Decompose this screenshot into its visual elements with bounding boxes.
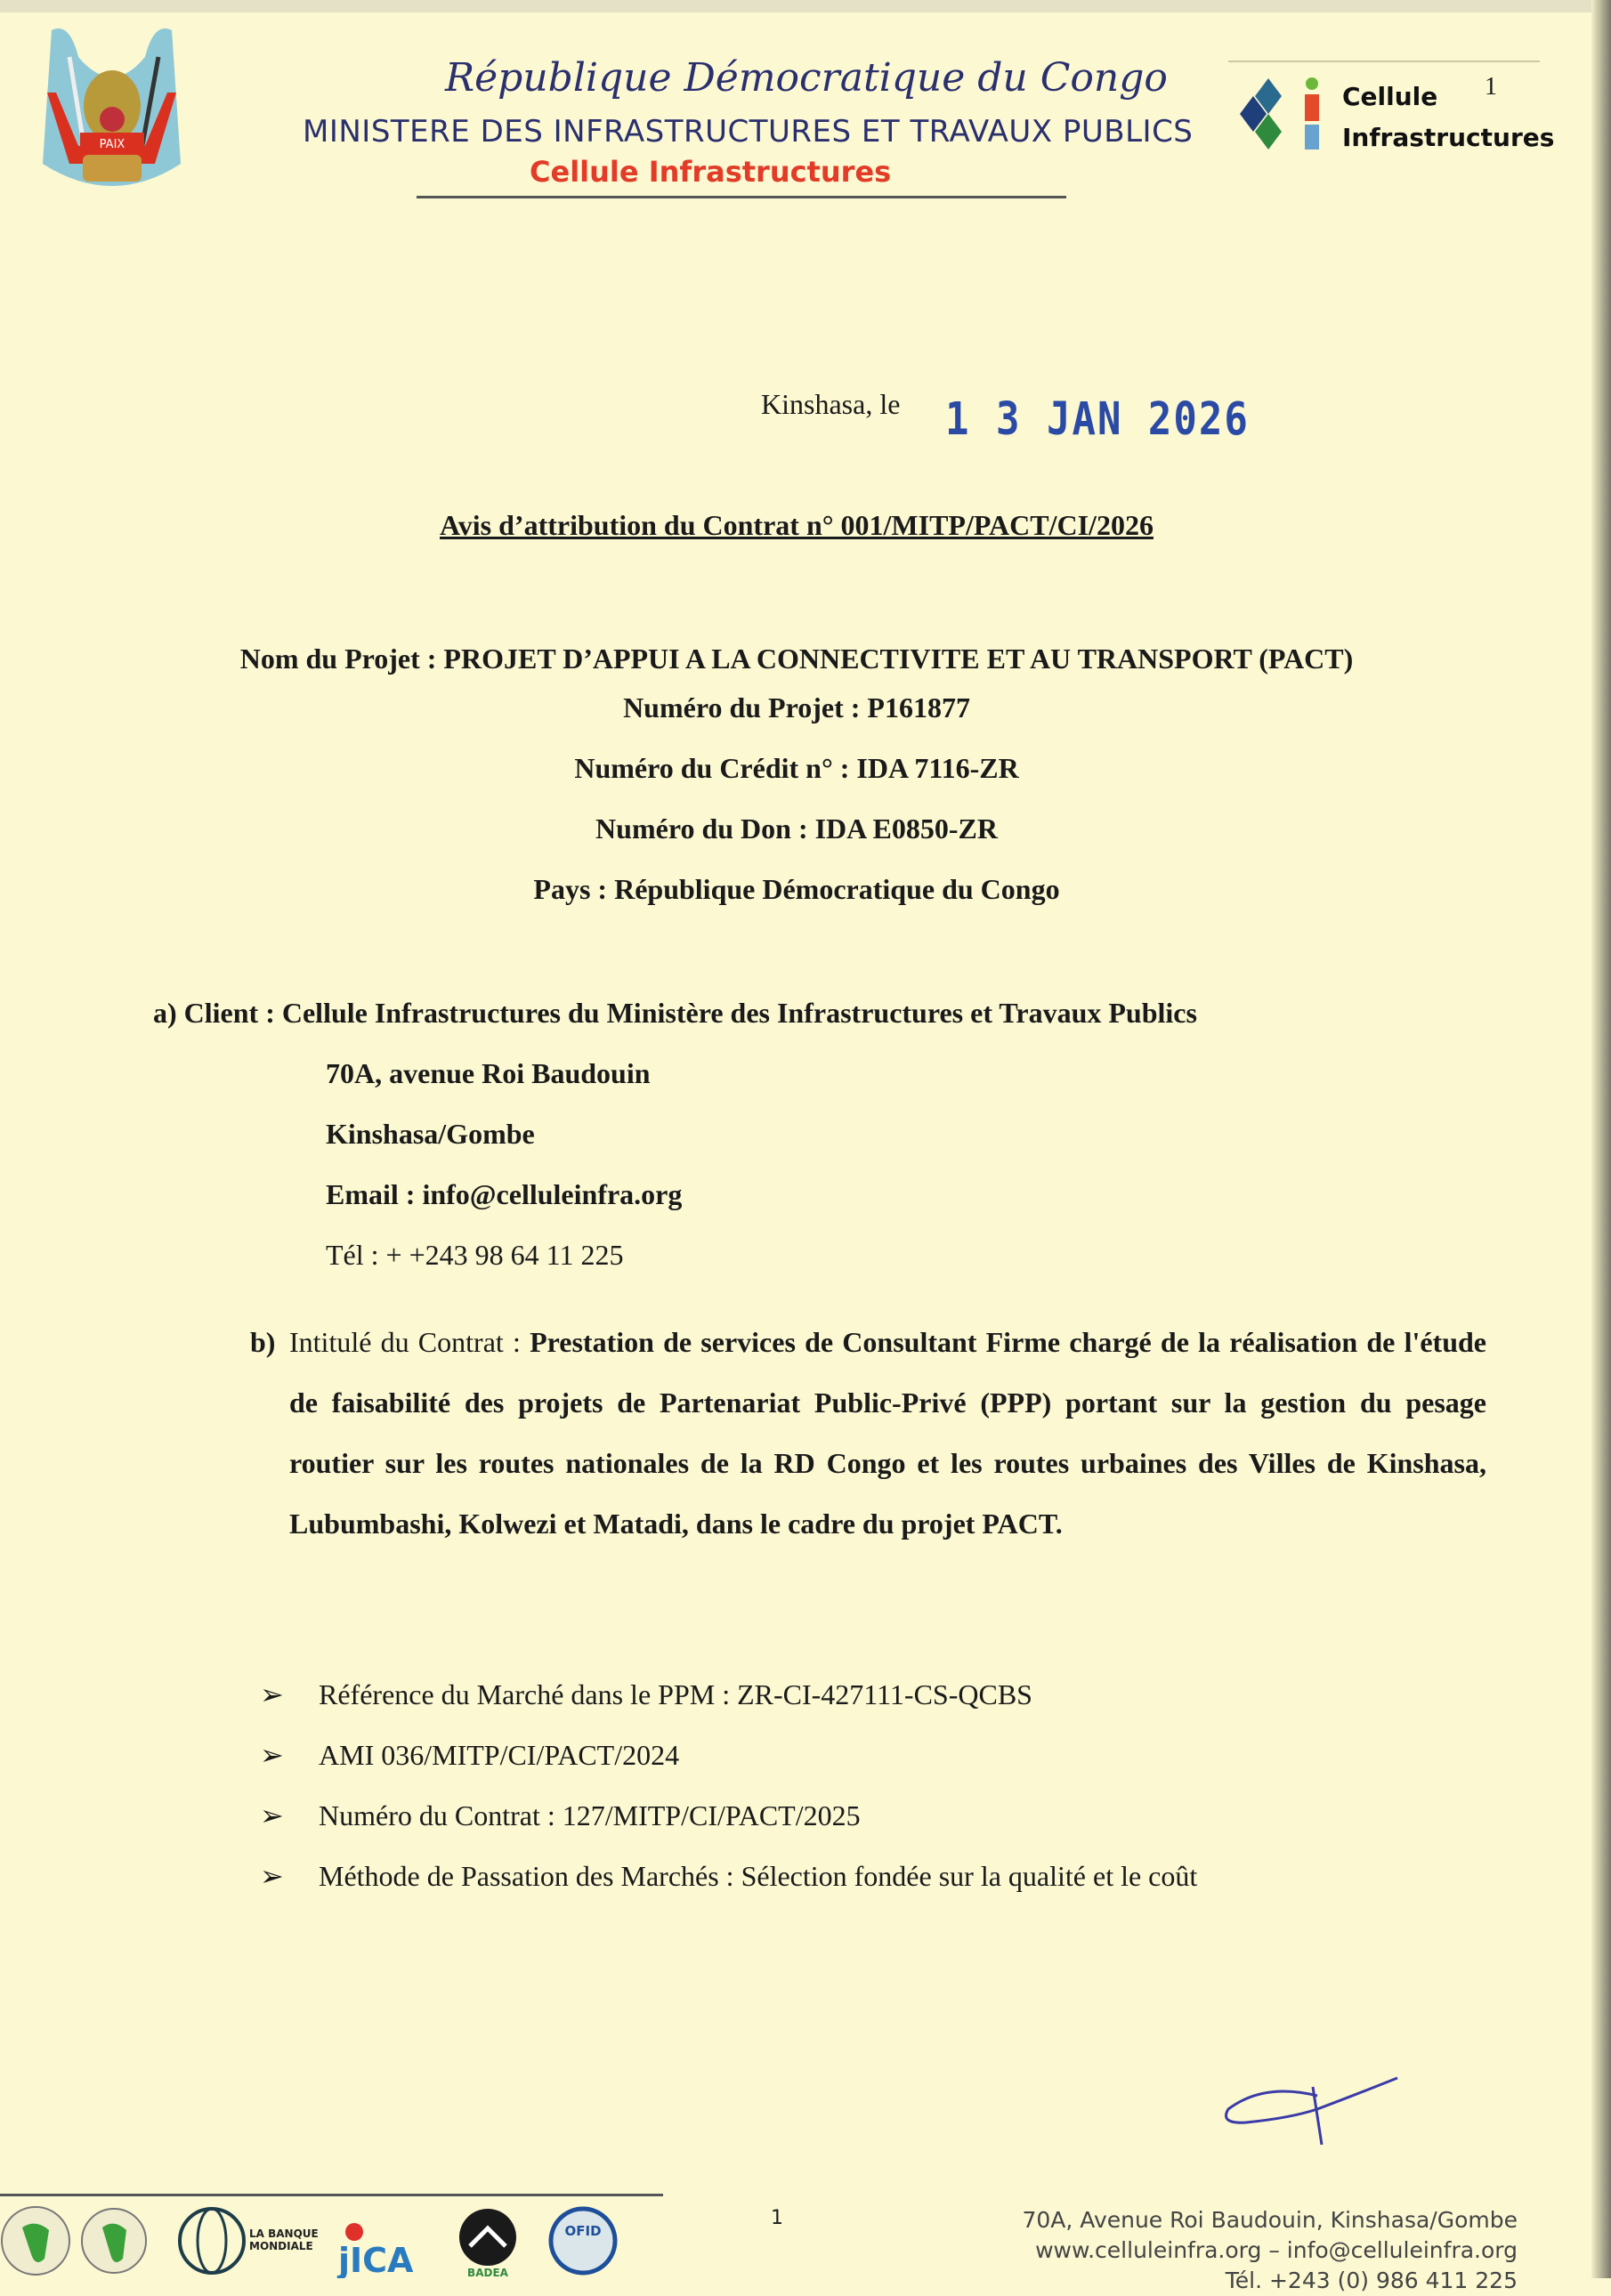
footer-address: 70A, Avenue Roi Baudouin, Kinshasa/Gombe bbox=[1022, 2207, 1518, 2233]
footer-divider bbox=[0, 2194, 663, 2196]
logo-text-infrastructures: Infrastructures bbox=[1342, 123, 1555, 152]
arrow-bullet-icon: ➢ bbox=[260, 1860, 284, 1892]
ministry-heading: MINISTERE DES INFRASTRUCTURES ET TRAVAUX PUBLICS bbox=[303, 114, 1194, 150]
contract-label: Intitulé du Contrat : bbox=[289, 1326, 530, 1358]
arrow-bullet-icon: ➢ bbox=[260, 1799, 284, 1831]
header-divider bbox=[417, 196, 1066, 198]
grant-number bbox=[0, 812, 1593, 845]
grant-number-value: IDA E0850-ZR bbox=[814, 812, 998, 845]
footer-contact bbox=[1023, 2205, 1518, 2296]
handwritten-signature bbox=[1210, 2069, 1406, 2149]
client-tel: Tél : + +243 98 64 11 225 bbox=[326, 1239, 624, 1271]
partner-logos-icon bbox=[0, 2205, 641, 2278]
logo-text-cellule: Cellule bbox=[1342, 82, 1438, 111]
badea-logo-label: BADEA bbox=[467, 2267, 508, 2278]
bullet-text: Référence du Marché dans le PPM : ZR-CI-427111-CS-QCBS bbox=[319, 1678, 1032, 1710]
ofid-logo-label: OFID bbox=[564, 2223, 602, 2239]
footer-web: www.celluleinfra.org – info@celluleinfra.org bbox=[1035, 2237, 1518, 2263]
bullet-item bbox=[260, 1678, 1032, 1711]
logo-rule bbox=[1228, 61, 1540, 62]
project-number-label: Numéro du Projet : bbox=[623, 691, 868, 724]
client-city: Kinshasa/Gombe bbox=[326, 1118, 535, 1150]
footer-page-number: 1 bbox=[771, 2207, 783, 2229]
country bbox=[0, 873, 1593, 906]
notice-title: Avis d’attribution du Contrat n° 001/MITP/PACT/CI/2026 bbox=[440, 509, 1154, 541]
client-email: Email : info@celluleinfra.org bbox=[326, 1178, 683, 1210]
contract-title-paragraph bbox=[250, 1312, 1487, 1554]
unit-heading: Cellule Infrastructures bbox=[530, 155, 892, 189]
client-line bbox=[153, 997, 1197, 1030]
arrow-bullet-icon: ➢ bbox=[260, 1739, 284, 1771]
country-label: Pays : bbox=[533, 873, 615, 905]
bullet-item bbox=[260, 1859, 1197, 1893]
grant-number-label: Numéro du Don : bbox=[595, 812, 815, 845]
project-name bbox=[0, 643, 1593, 675]
contract-marker: b) bbox=[250, 1326, 276, 1358]
svg-text:MONDIALE: MONDIALE bbox=[249, 2240, 313, 2252]
partner-logos bbox=[0, 2205, 641, 2278]
bullet-text: AMI 036/MITP/CI/PACT/2024 bbox=[319, 1739, 680, 1771]
svg-text:PAIX: PAIX bbox=[99, 138, 125, 151]
scan-edge-right bbox=[1591, 0, 1611, 2278]
bullet-item bbox=[260, 1799, 861, 1832]
svg-text:LA BANQUE: LA BANQUE bbox=[249, 2227, 319, 2240]
credit-number bbox=[0, 752, 1593, 785]
bullet-item bbox=[260, 1738, 679, 1772]
bullet-text: Méthode de Passation des Marchés : Sélection fondée sur la qualité et le coût bbox=[319, 1860, 1198, 1892]
credit-number-value: IDA 7116-ZR bbox=[856, 752, 1019, 784]
project-name-label: Nom du Projet : bbox=[239, 643, 444, 675]
country-value: République Démocratique du Congo bbox=[614, 873, 1060, 905]
project-name-value: PROJET D’APPUI A LA CONNECTIVITE ET AU TRANSPORT (PACT) bbox=[443, 643, 1354, 675]
client-label: Client : bbox=[183, 997, 282, 1029]
arrow-bullet-icon: ➢ bbox=[260, 1678, 284, 1710]
date-stamp: 1 3 JAN 2026 bbox=[945, 393, 1250, 446]
client-address: 70A, avenue Roi Baudouin bbox=[326, 1057, 651, 1089]
contract-value: Prestation de services de Consultant Firme chargé de la réalisation de l'étude de faisabilité des projets de Partenariat Public-Privé (PPP) portant sur la gestion du pesage routier sur les routes nationales de la RD Congo et les routes urbaines des Villes de Kinshasa, Lubumbashi, Kolwezi et Matadi, dans le cadre du projet PACT. bbox=[289, 1326, 1487, 1540]
republic-heading: République Démocratique du Congo bbox=[445, 55, 1168, 101]
client-value: Cellule Infrastructures du Ministère des Infrastructures et Travaux Publics bbox=[281, 997, 1197, 1029]
footer-tel: Tél. +243 (0) 986 411 225 bbox=[1225, 2268, 1518, 2293]
client-marker: a) bbox=[153, 997, 177, 1029]
scan-edge-top bbox=[0, 0, 1611, 12]
credit-number-label: Numéro du Crédit n° : bbox=[574, 752, 857, 784]
cellule-logo-mark-icon bbox=[1237, 71, 1335, 160]
project-number bbox=[0, 691, 1593, 724]
svg-text:jICA: jICA bbox=[338, 2241, 414, 2278]
bullet-text: Numéro du Contrat : 127/MITP/CI/PACT/2025 bbox=[319, 1799, 861, 1831]
date-label: Kinshasa, le bbox=[761, 388, 901, 420]
project-number-value: P161877 bbox=[867, 691, 970, 724]
page-mark-top: 1 bbox=[1485, 73, 1497, 101]
coat-of-arms-emblem bbox=[34, 21, 190, 199]
